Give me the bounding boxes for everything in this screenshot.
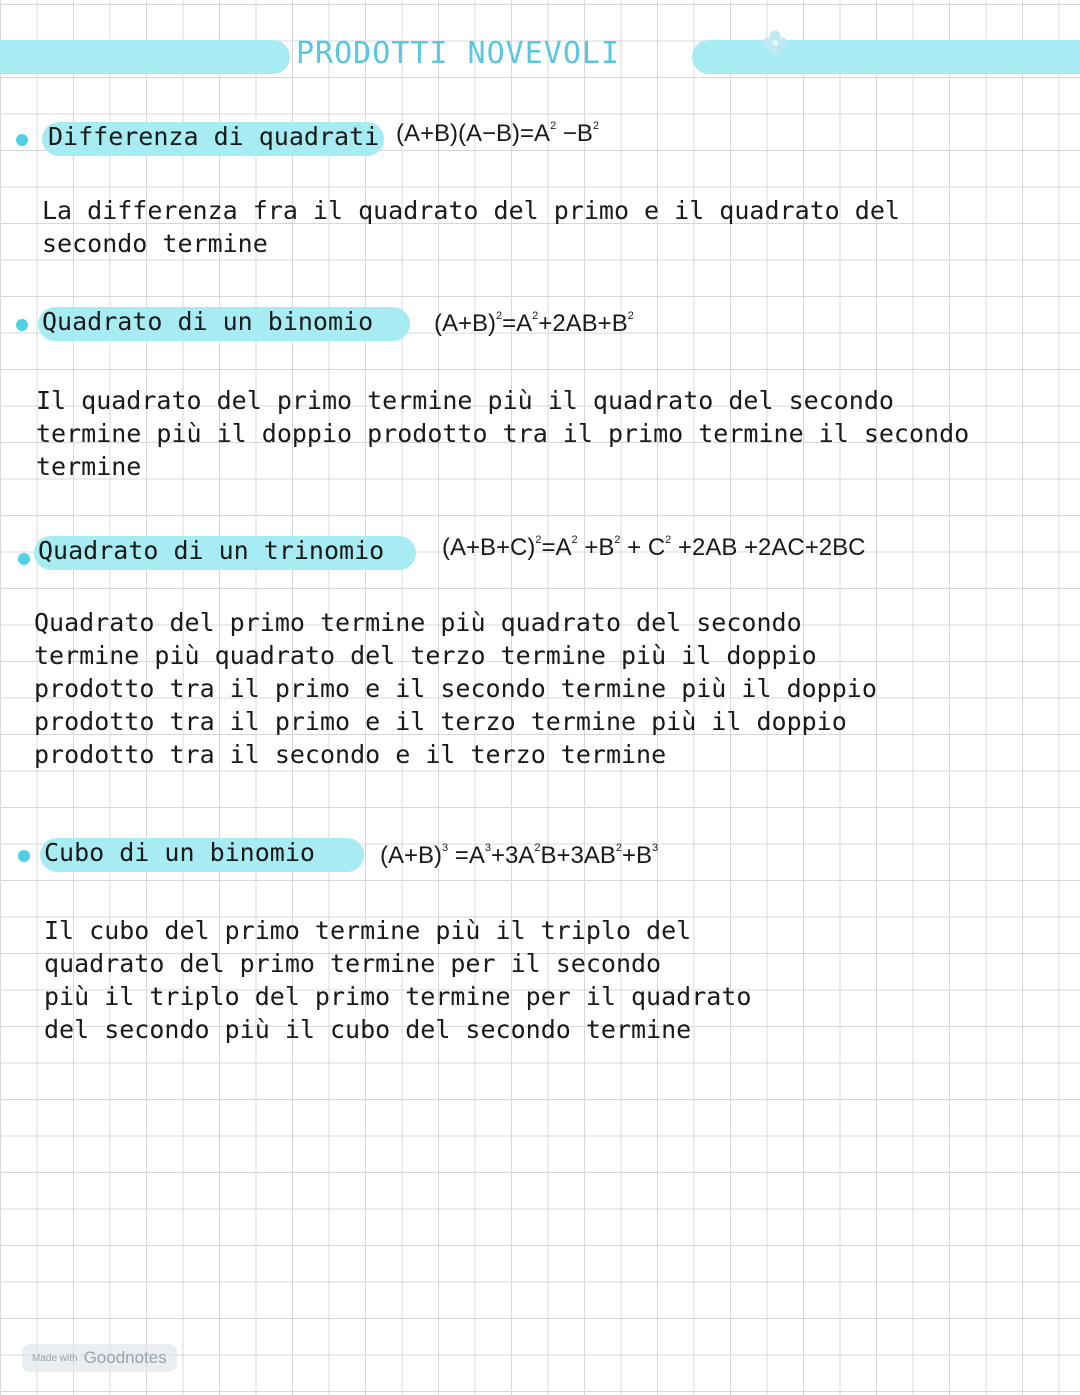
flower-icon	[760, 28, 790, 58]
description-differenza-di-quadrati: La differenza fra il quadrato del primo e il quadrato del secondo termine	[42, 196, 900, 258]
bullet-quadrato-binomio	[16, 319, 28, 331]
bullet-cubo-binomio	[18, 850, 30, 862]
formula-differenza-di-quadrati: $(A+B)(A-B)=A^2 -B^2$	[396, 120, 600, 147]
heading-differenza-di-quadrati: Differenza di quadrati	[48, 122, 380, 151]
formula-quadrato-di-un-binomio: $(A+B)^2=A^2+2AB+B^2$	[434, 310, 634, 337]
heading-quadrato-di-un-trinomio: Quadrato di un trinomio	[38, 536, 385, 565]
formula-quadrato-di-un-trinomio: $(A+B+C)^2=A^2 +B^2 + C^2 +2AB +2AC+2BC$	[442, 534, 866, 561]
description-cubo-di-un-binomio: Il cubo del primo termine più il triplo del quadrato del primo termine per il secondo più il triplo del primo termine per il quadrato del secondo più il cubo del secondo termine	[44, 916, 752, 1044]
description-quadrato-di-un-trinomio: Quadrato del primo termine più quadrato del secondo termine più quadrato del terzo termine più il doppio prodotto tra il primo e il secondo termine più il doppio prodotto tra il primo e il terzo termine più il doppio prodotto tra il secondo e il terzo termine	[34, 608, 877, 769]
title-highlight-left	[0, 40, 290, 74]
title-highlight-right	[692, 40, 1080, 74]
heading-cubo-di-un-binomio: Cubo di un binomio	[44, 838, 315, 867]
goodnotes-brand: Goodnotes	[83, 1348, 167, 1367]
made-with-label: Made with	[32, 1352, 78, 1364]
bullet-differenza	[16, 134, 28, 146]
page-title: PRODOTTI NOVEVOLI	[296, 36, 621, 71]
made-with-goodnotes-badge	[22, 1344, 177, 1372]
bullet-quadrato-trinomio	[18, 553, 30, 565]
formula-cubo-di-un-binomio: $(A+B)^3 =A^3+3A^2B+3AB^2+B^3$	[380, 842, 659, 869]
description-quadrato-di-un-binomio: Il quadrato del primo termine più il quadrato del secondo termine più il doppio prodotto tra il primo termine il secondo termine	[36, 386, 970, 481]
heading-quadrato-di-un-binomio: Quadrato di un binomio	[42, 307, 374, 336]
